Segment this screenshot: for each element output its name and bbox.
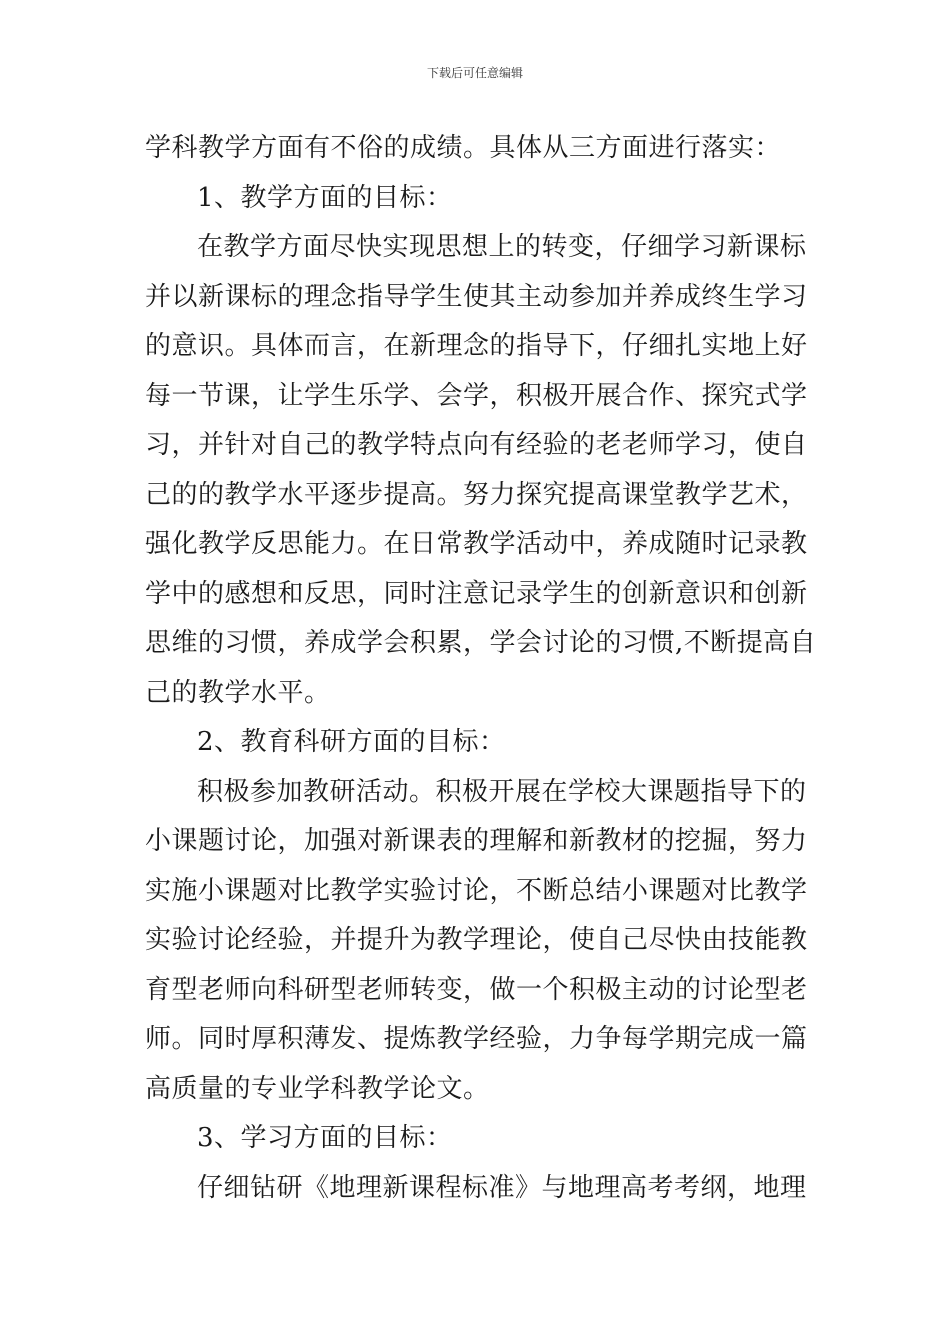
text-line: 强化教学反思能力。在日常教学活动中，养成随时记录教 bbox=[145, 529, 808, 559]
text-line: 并以新课标的理念指导学生使其主动参加并养成终生学习 bbox=[145, 281, 808, 312]
text-line: 的意识。具体而言，在新理念的指导下，仔细扎实地上好 bbox=[145, 331, 808, 361]
text-line: 小课题讨论，加强对新课表的理解和新教材的挖掘，努力 bbox=[145, 826, 808, 856]
text-line: 每一节课，让学生乐学、会学，积极开展合作、探究式学 bbox=[145, 380, 808, 411]
text-line: 高质量的专业学科教学论文。 bbox=[145, 1073, 490, 1104]
text-line: 仔细钻研《地理新课程标准》与地理高考考纲，地理 bbox=[197, 1172, 807, 1203]
section-heading-teaching: 1、教学方面的目标： bbox=[197, 182, 453, 213]
text-line: 己的教学水平。 bbox=[145, 677, 331, 708]
document-body bbox=[145, 124, 817, 1213]
text-line: 师。同时厚积薄发、提炼教学经验，力争每学期完成一篇 bbox=[145, 1024, 808, 1054]
text-line: 育型老师向科研型老师转变，做一个积极主动的讨论型老 bbox=[145, 974, 808, 1005]
text-line: 在教学方面尽快实现思想上的转变，仔细学习新课标 bbox=[197, 232, 807, 262]
section-heading-research: 2、教育科研方面的目标： bbox=[197, 727, 506, 757]
text-line: 思维的习惯，养成学会积累，学会讨论的习惯,不断提高自 bbox=[145, 628, 817, 658]
text-line: 己的的教学水平逐步提高。努力探究提高课堂教学艺术， bbox=[145, 479, 808, 510]
section-heading-study: 3、学习方面的目标： bbox=[197, 1123, 453, 1153]
text-line: 积极参加教研活动。积极开展在学校大课题指导下的 bbox=[197, 776, 807, 807]
text-line: 实验讨论经验，并提升为教学理论，使自己尽快由技能教 bbox=[145, 925, 808, 955]
page-header: 下载后可任意编辑 bbox=[426, 66, 523, 80]
text-line: 习，并针对自己的教学特点向有经验的老老师学习，使自 bbox=[145, 430, 808, 460]
text-line: 学科教学方面有不俗的成绩。具体从三方面进行落实： bbox=[145, 133, 782, 163]
text-line: 学中的感想和反思，同时注意记录学生的创新意识和创新 bbox=[145, 578, 808, 609]
text-line: 实施小课题对比教学实验讨论，不断总结小课题对比教学 bbox=[145, 875, 808, 906]
